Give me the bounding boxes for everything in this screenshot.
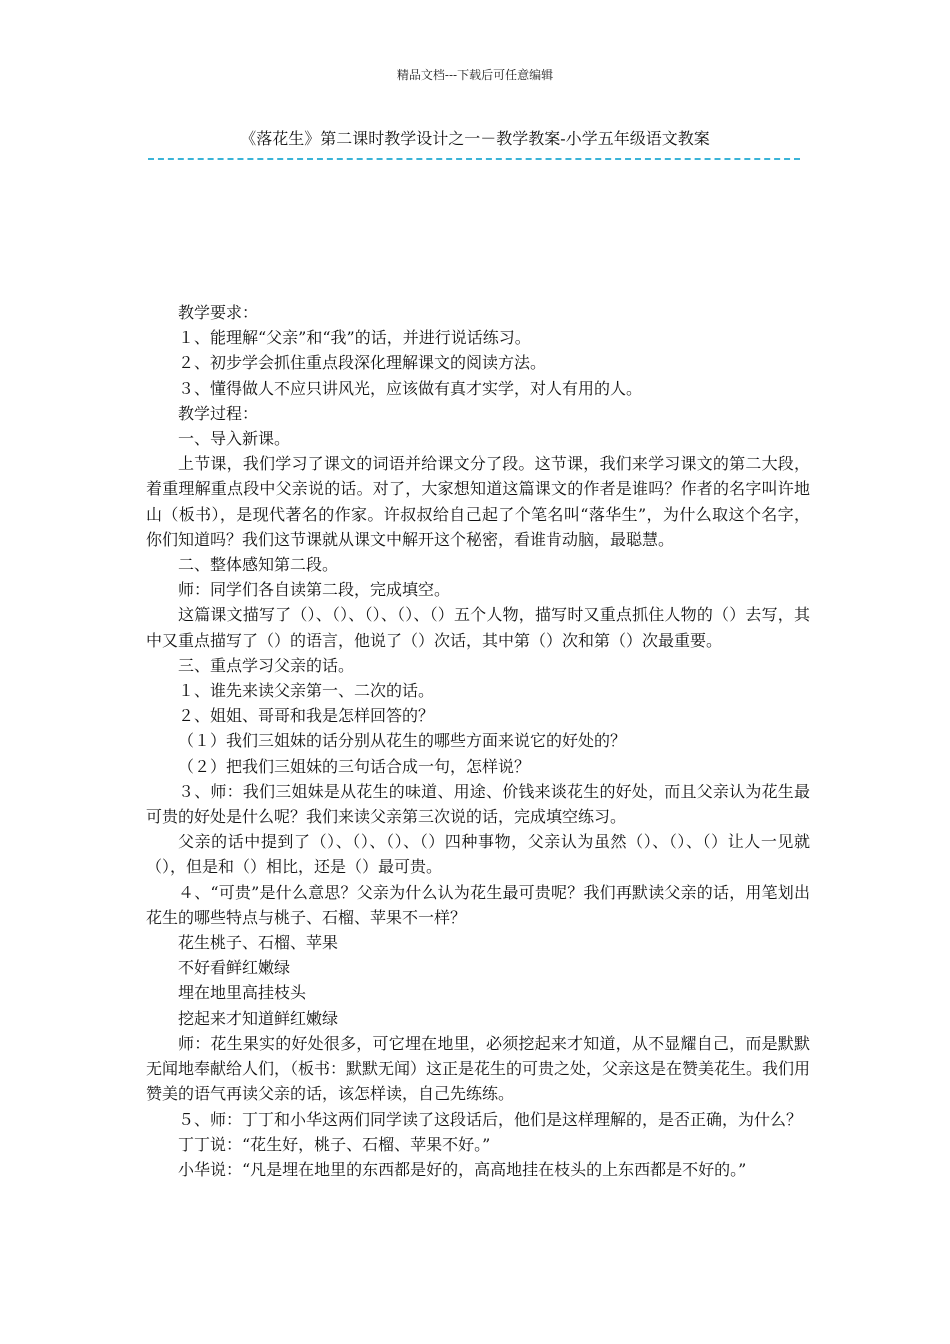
paragraph: 上节课，我们学习了课文的词语并给课文分了段。这节课，我们来学习课文的第二大段，着重理解重点段中父亲说的话。对了，大家想知道这篇课文的作者是谁吗？作者的名字叫许地山（板书），是现代著名的作家。许叔叔给自己起了个笔名叫“落华生”，为什么取这个名字，你们知道吗？我们这节课就从课文中解开这个秘密，看谁肯动脑，最聪慧。 bbox=[146, 454, 810, 549]
paragraph: １、谁先来读父亲第一、二次的话。 bbox=[178, 681, 435, 701]
document-body bbox=[146, 300, 810, 1182]
paragraph: 一、导入新课。 bbox=[178, 429, 291, 449]
paragraph: 师：同学们各自读第二段，完成填空。 bbox=[178, 580, 451, 600]
paragraph: 二、整体感知第二段。 bbox=[178, 555, 339, 575]
paragraph: ２、姐姐、哥哥和我是怎样回答的？ bbox=[178, 706, 435, 726]
paragraph: 教学过程： bbox=[178, 403, 259, 423]
paragraph: ２、初步学会抓住重点段深化理解课文的阅读方法。 bbox=[178, 353, 547, 373]
paragraph: 教学要求： bbox=[178, 303, 259, 322]
paragraph: 花生桃子、石榴、苹果 bbox=[178, 933, 339, 953]
document-title: 《落花生》第二课时教学设计之一－教学教案-小学五年级语文教案 bbox=[240, 129, 710, 148]
header-note: 精品文档---下载后可任意编辑 bbox=[396, 68, 554, 82]
paragraph: 三、重点学习父亲的话。 bbox=[178, 655, 355, 675]
paragraph: 丁丁说：“花生好，桃子、石榴、苹果不好。” bbox=[178, 1134, 491, 1154]
paragraph: 埋在地里高挂枝头 bbox=[178, 983, 307, 1003]
paragraph: 父亲的话中提到了（）、（）、（）、（）四种事物，父亲认为虽然（）、（）、（）让人一见就（），但是和（）相比，还是（）最可贵。 bbox=[146, 832, 810, 877]
paragraph: 小华说：“凡是埋在地里的东西都是好的，高高地挂在枝头的上东西都是不好的。” bbox=[178, 1159, 747, 1179]
paragraph: 挖起来才知道鲜红嫩绿 bbox=[178, 1008, 339, 1028]
paragraph: （２）把我们三姐妹的三句话合成一句，怎样说？ bbox=[178, 756, 531, 776]
paragraph: 师：花生果实的好处很多，可它埋在地里，必须挖起来才知道，从不显耀自己，而是默默无闻地奉献给人们，（板书：默默无闻）这正是花生的可贵之处，父亲这是在赞美花生。我们用赞美的语气再读父亲的话，该怎样读，自己先练练。 bbox=[146, 1033, 811, 1104]
paragraph: ３、师：我们三姐妹是从花生的味道、用途、价钱来谈花生的好处，而且父亲认为花生最可贵的好处是什么呢？我们来读父亲第三次说的话，完成填空练习。 bbox=[146, 781, 810, 827]
paragraph: ４、“可贵”是什么意思？父亲为什么认为花生最可贵呢？我们再默读父亲的话，用笔划出花生的哪些特点与桃子、石榴、苹果不一样？ bbox=[146, 882, 810, 927]
paragraph: 这篇课文描写了（）、（）、（）、（）、（）五个人物，描写时又重点抓住人物的（）去写，其中又重点描写了（）的语言，他说了（）次话，其中第（）次和第（）次最重要。 bbox=[146, 605, 810, 650]
paragraph: （１）我们三姐妹的话分别从花生的哪些方面来说它的好处的？ bbox=[178, 731, 627, 751]
paragraph: ５、师：丁丁和小华这两们同学读了这段话后，他们是这样理解的，是否正确，为什么？ bbox=[178, 1109, 803, 1129]
paragraph: 不好看鲜红嫩绿 bbox=[178, 958, 291, 978]
paragraph: ３、懂得做人不应只讲风光，应该做有真才实学，对人有用的人。 bbox=[178, 378, 643, 398]
title-divider bbox=[148, 158, 800, 160]
paragraph: １、能理解“父亲”和“我”的话，并进行说话练习。 bbox=[178, 328, 531, 348]
